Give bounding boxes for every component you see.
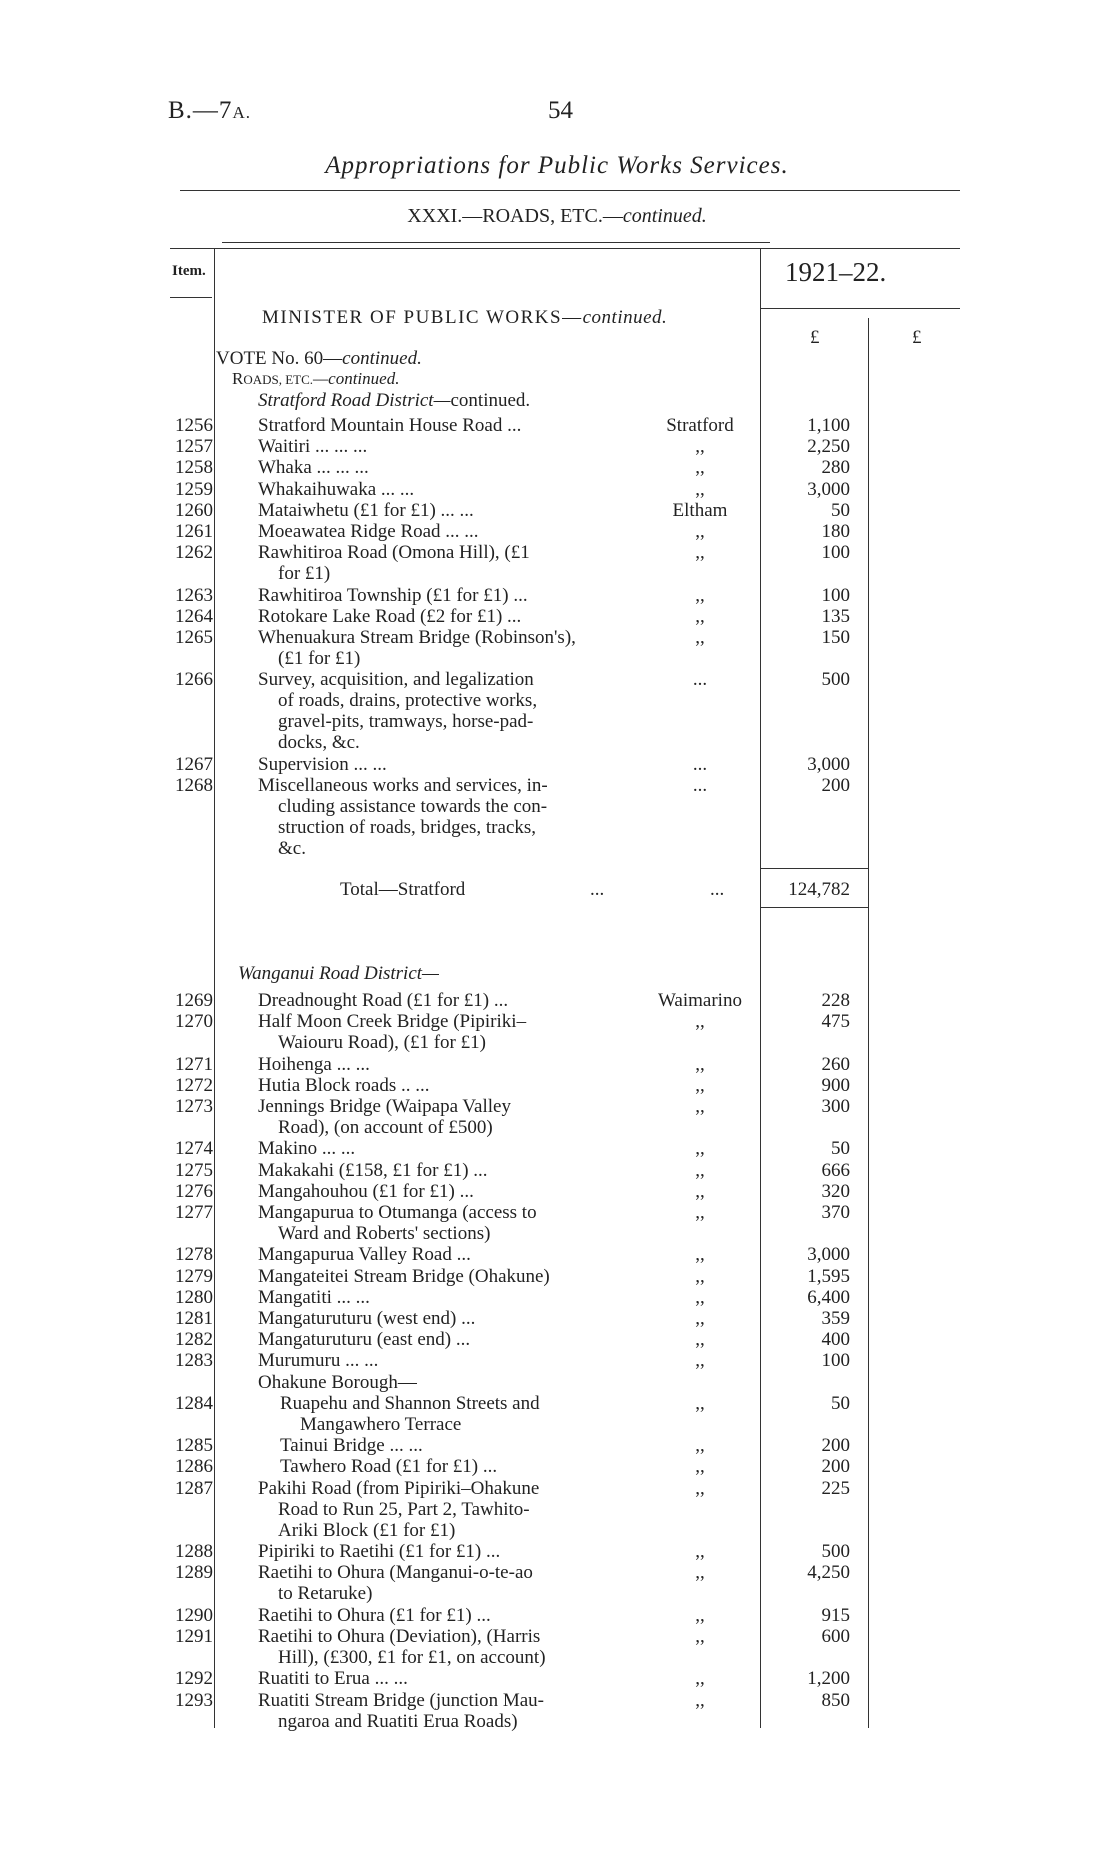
item-amount: 400	[821, 1329, 850, 1351]
item-location: ...	[692, 669, 708, 691]
description-line: Ward and Roberts' sections)	[278, 1223, 491, 1244]
item-description	[258, 1562, 623, 1604]
description-line: Pakihi Road (from Pipiriki–Ohakune	[258, 1477, 540, 1499]
item-location: ,,	[695, 605, 705, 627]
item-description	[258, 1350, 623, 1371]
item-number: 1277	[175, 1202, 213, 1223]
vote-main: VOTE No. 60—	[216, 348, 343, 369]
description-line: Road), (on account of £500)	[278, 1117, 493, 1138]
total-bottom-rule	[760, 907, 868, 908]
item-number: 1274	[175, 1138, 213, 1160]
description-line: Tainui Bridge ... ...	[280, 1435, 423, 1457]
pound-header-2: £	[912, 327, 922, 348]
item-location: ,,	[695, 1308, 705, 1329]
item-amount: 225	[821, 1477, 850, 1499]
description-line: Mangatiti ... ...	[258, 1286, 370, 1308]
stratford-heading	[258, 390, 530, 412]
item-number: 1280	[175, 1286, 213, 1308]
item-location: ,,	[695, 1265, 705, 1287]
vote-heading	[216, 348, 422, 370]
item-description	[258, 1160, 623, 1181]
description-line: Whenuakura Stream Bridge (Robinson's),	[258, 627, 576, 648]
item-description	[258, 1626, 623, 1668]
description-line: cluding assistance towards the con-	[278, 796, 548, 818]
item-location: ,,	[695, 1074, 705, 1096]
minister-italic: continued.	[582, 307, 668, 328]
item-location: ,,	[695, 627, 705, 648]
item-location: ,,	[695, 1180, 705, 1202]
item-description	[258, 500, 623, 521]
item-location: ,,	[695, 1350, 705, 1372]
item-description	[258, 990, 623, 1011]
reference-main: B.—7	[168, 97, 233, 124]
item-number: 1264	[175, 605, 213, 627]
item-location: ,,	[695, 1668, 705, 1690]
description-line: Murumuru ... ...	[258, 1350, 379, 1372]
item-number: 1258	[175, 457, 213, 479]
description-line: for £1)	[278, 563, 331, 585]
item-amount: 3,000	[807, 478, 850, 500]
item-description	[258, 1690, 623, 1732]
roads-italic: —continued.	[313, 369, 400, 388]
description-line: Miscellaneous works and services, in-	[258, 775, 548, 797]
section-subtitle	[0, 205, 1114, 228]
minister-heading	[262, 307, 667, 329]
item-amount: 359	[821, 1308, 850, 1329]
description-line: Whakaihuwaka ... ...	[258, 478, 415, 500]
item-location: ...	[692, 775, 708, 797]
item-description	[258, 669, 623, 753]
item-location: Eltham	[672, 499, 728, 521]
item-description	[258, 1478, 623, 1541]
item-amount: 475	[821, 1011, 850, 1033]
page-title: Appropriations for Public Works Services.	[325, 152, 789, 179]
item-number: 1290	[175, 1604, 213, 1626]
item-number: 1271	[175, 1053, 213, 1075]
description-line: Tawhero Road (£1 for £1) ...	[280, 1456, 498, 1478]
item-location: ,,	[695, 521, 705, 542]
item-description	[258, 1329, 623, 1350]
description-line: Stratford Mountain House Road ...	[258, 415, 522, 436]
item-number: 1265	[175, 627, 213, 648]
item-location: ,,	[695, 584, 705, 606]
item-description	[258, 1668, 623, 1689]
item-number: 1283	[175, 1350, 213, 1372]
description-line: Mangapurua Valley Road ...	[258, 1244, 471, 1266]
item-amount: 3,000	[807, 754, 850, 776]
item-amount: 600	[821, 1626, 850, 1647]
item-number: 1262	[175, 542, 213, 564]
description-line: Rotokare Lake Road (£2 for £1) ...	[258, 605, 522, 627]
item-number: 1259	[175, 478, 213, 500]
item-description	[258, 775, 623, 859]
item-description	[258, 1202, 623, 1244]
description-line: ngaroa and Ruatiti Erua Roads)	[278, 1710, 518, 1732]
year-column-header: 1921–22.	[785, 257, 887, 287]
item-amount: 50	[831, 499, 850, 521]
item-description	[258, 1541, 623, 1562]
item-number: 1266	[175, 669, 213, 691]
description-line: Mangaturuturu (east end) ...	[258, 1329, 471, 1351]
item-location: ,,	[695, 1626, 705, 1647]
item-number: 1257	[175, 436, 213, 458]
subtitle-main: XXXI.—ROADS, ETC.—	[407, 205, 623, 227]
item-number: 1270	[175, 1011, 213, 1033]
item-description	[258, 542, 623, 584]
description-line: Hutia Block roads .. ...	[258, 1074, 430, 1096]
description-line: &c.	[278, 838, 306, 860]
description-line: Supervision ... ...	[258, 754, 387, 776]
stratford-total-dots-2: ...	[710, 879, 725, 900]
item-number: 1286	[175, 1456, 213, 1478]
item-location: ,,	[695, 478, 705, 500]
item-header-rule	[170, 297, 212, 298]
item-amount: 300	[821, 1096, 850, 1117]
item-description	[258, 1075, 623, 1096]
item-column-divider	[214, 248, 215, 1728]
minister-main: MINISTER OF PUBLIC WORKS—	[262, 307, 583, 328]
description-line: Dreadnought Road (£1 for £1) ...	[258, 990, 509, 1011]
item-number: 1276	[175, 1180, 213, 1202]
ohakune-heading: Ohakune Borough—	[258, 1371, 417, 1393]
item-amount: 100	[821, 542, 850, 564]
vote-italic: continued.	[342, 348, 422, 369]
description-line: Hoihenga ... ...	[258, 1053, 370, 1075]
item-description	[280, 1435, 645, 1456]
item-amount: 666	[821, 1159, 850, 1181]
item-number: 1287	[175, 1477, 213, 1499]
item-location: ,,	[695, 1477, 705, 1499]
item-description	[258, 1096, 623, 1138]
item-number: 1269	[175, 990, 213, 1011]
pound-header-1: £	[810, 327, 820, 348]
item-description	[258, 415, 623, 436]
description-line: to Retaruke)	[278, 1583, 373, 1605]
item-number: 1284	[175, 1392, 213, 1414]
item-amount: 150	[821, 627, 850, 648]
description-line: Mangapurua to Otumanga (access to	[258, 1202, 537, 1223]
description-line: Waitiri ... ... ...	[258, 436, 368, 458]
item-description	[258, 606, 623, 627]
roads-heading	[232, 369, 399, 389]
item-amount: 100	[821, 584, 850, 606]
item-location: ,,	[695, 1286, 705, 1308]
item-amount: 200	[821, 1435, 850, 1457]
item-amount: 200	[821, 1456, 850, 1478]
title-divider	[180, 190, 960, 191]
item-amount: 6,400	[807, 1286, 850, 1308]
item-number: 1282	[175, 1329, 213, 1351]
roads-small: OADS, ETC.	[243, 372, 314, 387]
item-location: ,,	[695, 1329, 705, 1351]
item-number: 1289	[175, 1562, 213, 1584]
item-number: 1273	[175, 1096, 213, 1117]
description-line: Rawhitiroa Road (Omona Hill), (£1	[258, 542, 530, 564]
item-location: ,,	[695, 1202, 705, 1223]
item-number: 1275	[175, 1159, 213, 1181]
item-amount: 228	[821, 990, 850, 1011]
item-location: ,,	[695, 1244, 705, 1266]
item-location: ,,	[695, 1096, 705, 1117]
document-reference	[168, 97, 251, 125]
item-amount: 3,000	[807, 1244, 850, 1266]
stratford-total-label: Total—Stratford	[340, 879, 466, 900]
description-line: Ruapehu and Shannon Streets and	[280, 1392, 540, 1414]
description-line: Ruatiti to Erua ... ...	[258, 1668, 408, 1690]
item-description	[258, 585, 623, 606]
stratford-total-dots-1: ...	[590, 879, 605, 900]
description-line: Jennings Bridge (Waipapa Valley	[258, 1096, 511, 1117]
page-number: 54	[548, 97, 573, 124]
item-location: Waimarino	[658, 990, 742, 1011]
description-line: Ariki Block (£1 for £1)	[278, 1519, 456, 1541]
item-amount: 2,250	[807, 436, 850, 458]
item-number: 1268	[175, 775, 213, 797]
item-location: ,,	[695, 436, 705, 458]
total-top-rule	[760, 868, 868, 869]
description-line: Makakahi (£158, £1 for £1) ...	[258, 1159, 488, 1181]
item-description	[258, 627, 623, 669]
item-description	[258, 1287, 623, 1308]
item-amount: 500	[821, 669, 850, 691]
item-number: 1292	[175, 1668, 213, 1690]
item-location: ,,	[695, 1562, 705, 1584]
stratford-total-amount: 124,782	[788, 879, 850, 900]
description-line: Half Moon Creek Bridge (Pipiriki–	[258, 1011, 527, 1033]
item-description	[258, 457, 623, 478]
item-location: ,,	[695, 1689, 705, 1711]
table-top-rule	[170, 248, 960, 249]
item-description	[258, 1138, 623, 1159]
description-line: Rawhitiroa Township (£1 for £1) ...	[258, 584, 528, 606]
item-location: ,,	[695, 1138, 705, 1160]
item-number: 1263	[175, 584, 213, 606]
description-line: Waiouru Road), (£1 for £1)	[278, 1032, 486, 1054]
description-line: Mangateitei Stream Bridge (Ohakune)	[258, 1265, 550, 1287]
description-line: Mataiwhetu (£1 for £1) ... ...	[258, 499, 474, 521]
description-line: Pipiriki to Raetihi (£1 for £1) ...	[258, 1541, 501, 1563]
item-amount: 900	[821, 1074, 850, 1096]
description-line: Hill), (£300, £1 for £1, on account)	[278, 1647, 546, 1668]
item-description	[258, 521, 623, 542]
item-number: 1267	[175, 754, 213, 776]
item-amount: 50	[831, 1138, 850, 1160]
item-location: ,,	[695, 1541, 705, 1563]
item-amount: 850	[821, 1689, 850, 1711]
item-location: ,,	[695, 1159, 705, 1181]
item-amount: 370	[821, 1202, 850, 1223]
item-description	[258, 754, 623, 775]
subtitle-divider	[222, 242, 770, 243]
item-location: ...	[692, 754, 708, 776]
item-description	[258, 1181, 623, 1202]
item-description	[258, 1266, 623, 1287]
item-number: 1278	[175, 1244, 213, 1266]
description-line: Mangahouhou (£1 for £1) ...	[258, 1180, 474, 1202]
item-amount: 200	[821, 775, 850, 797]
item-location: ,,	[695, 1392, 705, 1414]
item-location: Stratford	[666, 415, 734, 436]
description-line: Makino ... ...	[258, 1138, 356, 1160]
item-location: ,,	[695, 1604, 705, 1626]
item-amount: 1,200	[807, 1668, 850, 1690]
item-amount: 1,595	[807, 1265, 850, 1287]
item-amount: 280	[821, 457, 850, 479]
item-description	[258, 1308, 623, 1329]
description-line: Raetihi to Ohura (Deviation), (Harris	[258, 1626, 541, 1647]
description-line: Mangawhero Terrace	[300, 1413, 462, 1435]
item-number: 1261	[175, 521, 213, 542]
item-amount: 4,250	[807, 1562, 850, 1584]
item-number: 1293	[175, 1689, 213, 1711]
pound-column-divider	[868, 318, 869, 1728]
item-amount: 320	[821, 1180, 850, 1202]
item-amount: 50	[831, 1392, 850, 1414]
stratford-italic: Stratford Road District—	[258, 390, 451, 411]
item-amount: 1,100	[807, 415, 850, 436]
reference-small: A.	[232, 103, 251, 122]
item-number: 1256	[175, 415, 213, 436]
item-description	[258, 436, 623, 457]
item-location: ,,	[695, 1456, 705, 1478]
roads-cap: R	[232, 369, 244, 388]
item-number: 1285	[175, 1435, 213, 1457]
item-column-header: Item.	[172, 263, 206, 279]
description-line: Survey, acquisition, and legalization	[258, 669, 534, 691]
year-header-rule	[760, 308, 960, 309]
item-number: 1279	[175, 1265, 213, 1287]
item-description	[258, 1011, 623, 1053]
item-number: 1260	[175, 499, 213, 521]
description-line: Ruatiti Stream Bridge (junction Mau-	[258, 1689, 545, 1711]
wanganui-heading: Wanganui Road District—	[238, 963, 439, 984]
item-location: ,,	[695, 1011, 705, 1033]
item-amount: 180	[821, 521, 850, 542]
item-number: 1272	[175, 1074, 213, 1096]
item-description	[258, 1605, 623, 1626]
item-number: 1281	[175, 1308, 213, 1329]
item-location: ,,	[695, 1435, 705, 1457]
stratford-plain: continued.	[450, 390, 531, 411]
item-description	[258, 479, 623, 500]
description-line: Raetihi to Ohura (Manganui-o-te-ao	[258, 1562, 533, 1584]
item-amount: 500	[821, 1541, 850, 1563]
item-number: 1291	[175, 1626, 213, 1647]
item-amount: 260	[821, 1053, 850, 1075]
item-location: ,,	[695, 1053, 705, 1075]
description-line: struction of roads, bridges, tracks,	[278, 817, 537, 839]
description-line: gravel-pits, tramways, horse-pad-	[278, 711, 534, 733]
item-amount: 100	[821, 1350, 850, 1372]
description-line: (£1 for £1)	[278, 648, 361, 669]
description-line: Road to Run 25, Part 2, Tawhito-	[278, 1498, 530, 1520]
description-line: Moeawatea Ridge Road ... ...	[258, 521, 479, 542]
item-amount: 915	[821, 1604, 850, 1626]
description-line: Mangaturuturu (west end) ...	[258, 1308, 476, 1329]
subtitle-italic: continued.	[622, 205, 707, 227]
description-line: of roads, drains, protective works,	[278, 690, 538, 712]
item-location: ,,	[695, 542, 705, 564]
description-line: Whaka ... ... ...	[258, 457, 369, 479]
item-description	[258, 1244, 623, 1265]
item-amount: 135	[821, 605, 850, 627]
item-description	[280, 1456, 645, 1477]
item-location: ,,	[695, 457, 705, 479]
item-number: 1288	[175, 1541, 213, 1563]
item-description	[280, 1393, 645, 1435]
item-description	[258, 1054, 623, 1075]
description-line: Raetihi to Ohura (£1 for £1) ...	[258, 1604, 491, 1626]
description-line: docks, &c.	[278, 732, 360, 754]
